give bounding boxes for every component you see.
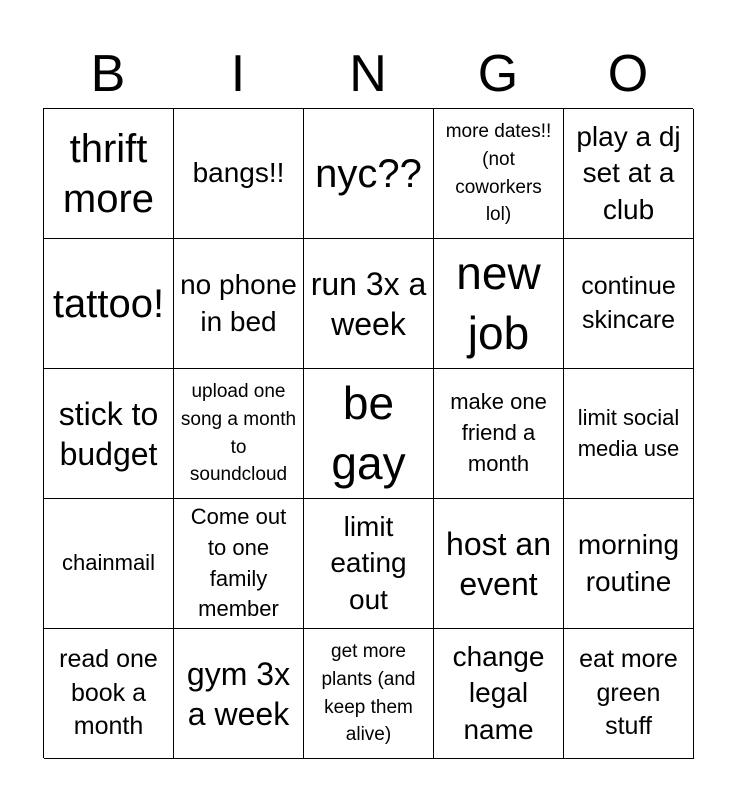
bingo-cell-r4c2[interactable]: Come out to one family member: [174, 499, 304, 629]
bingo-cell-r5c5[interactable]: eat more green stuff: [564, 629, 694, 759]
bingo-header: [43, 40, 693, 108]
bingo-cell-r2c4[interactable]: new job: [434, 239, 564, 369]
bingo-cell-r2c3[interactable]: run 3x a week: [304, 239, 434, 369]
bingo-cell-r5c2[interactable]: gym 3x a week: [174, 629, 304, 759]
header-letter-n: N: [349, 45, 387, 103]
bingo-cell-r1c5[interactable]: play a dj set at a club: [564, 109, 694, 239]
bingo-cell-r2c1[interactable]: tattoo!: [44, 239, 174, 369]
bingo-cell-r5c3[interactable]: get more plants (and keep them alive): [304, 629, 434, 759]
bingo-cell-r3c2[interactable]: upload one song a month to soundcloud: [174, 369, 304, 499]
bingo-cell-r2c5[interactable]: continue skincare: [564, 239, 694, 369]
bingo-cell-r3c4[interactable]: make one friend a month: [434, 369, 564, 499]
bingo-cell-r4c3[interactable]: limit eating out: [304, 499, 434, 629]
bingo-cell-r4c4[interactable]: host an event: [434, 499, 564, 629]
bingo-cell-r4c5[interactable]: morning routine: [564, 499, 694, 629]
header-letter-i: I: [230, 45, 246, 103]
bingo-cell-r1c2[interactable]: bangs!!: [174, 109, 304, 239]
bingo-cell-r5c4[interactable]: change legal name: [434, 629, 564, 759]
bingo-cell-r1c1[interactable]: thrift more: [44, 109, 174, 239]
bingo-cell-r3c1[interactable]: stick to budget: [44, 369, 174, 499]
bingo-cell-r3c3[interactable]: be gay: [304, 369, 434, 499]
header-letter-b: B: [90, 45, 126, 103]
bingo-cell-r1c4[interactable]: more dates!! (not coworkers lol): [434, 109, 564, 239]
bingo-cell-r2c2[interactable]: no phone in bed: [174, 239, 304, 369]
bingo-cell-r3c5[interactable]: limit social media use: [564, 369, 694, 499]
bingo-cell-r4c1[interactable]: chainmail: [44, 499, 174, 629]
header-letter-g: G: [477, 45, 519, 103]
header-letter-o: O: [607, 45, 649, 103]
bingo-cell-r5c1[interactable]: read one book a month: [44, 629, 174, 759]
bingo-board: [43, 108, 693, 758]
bingo-cell-r1c3[interactable]: nyc??: [304, 109, 434, 239]
